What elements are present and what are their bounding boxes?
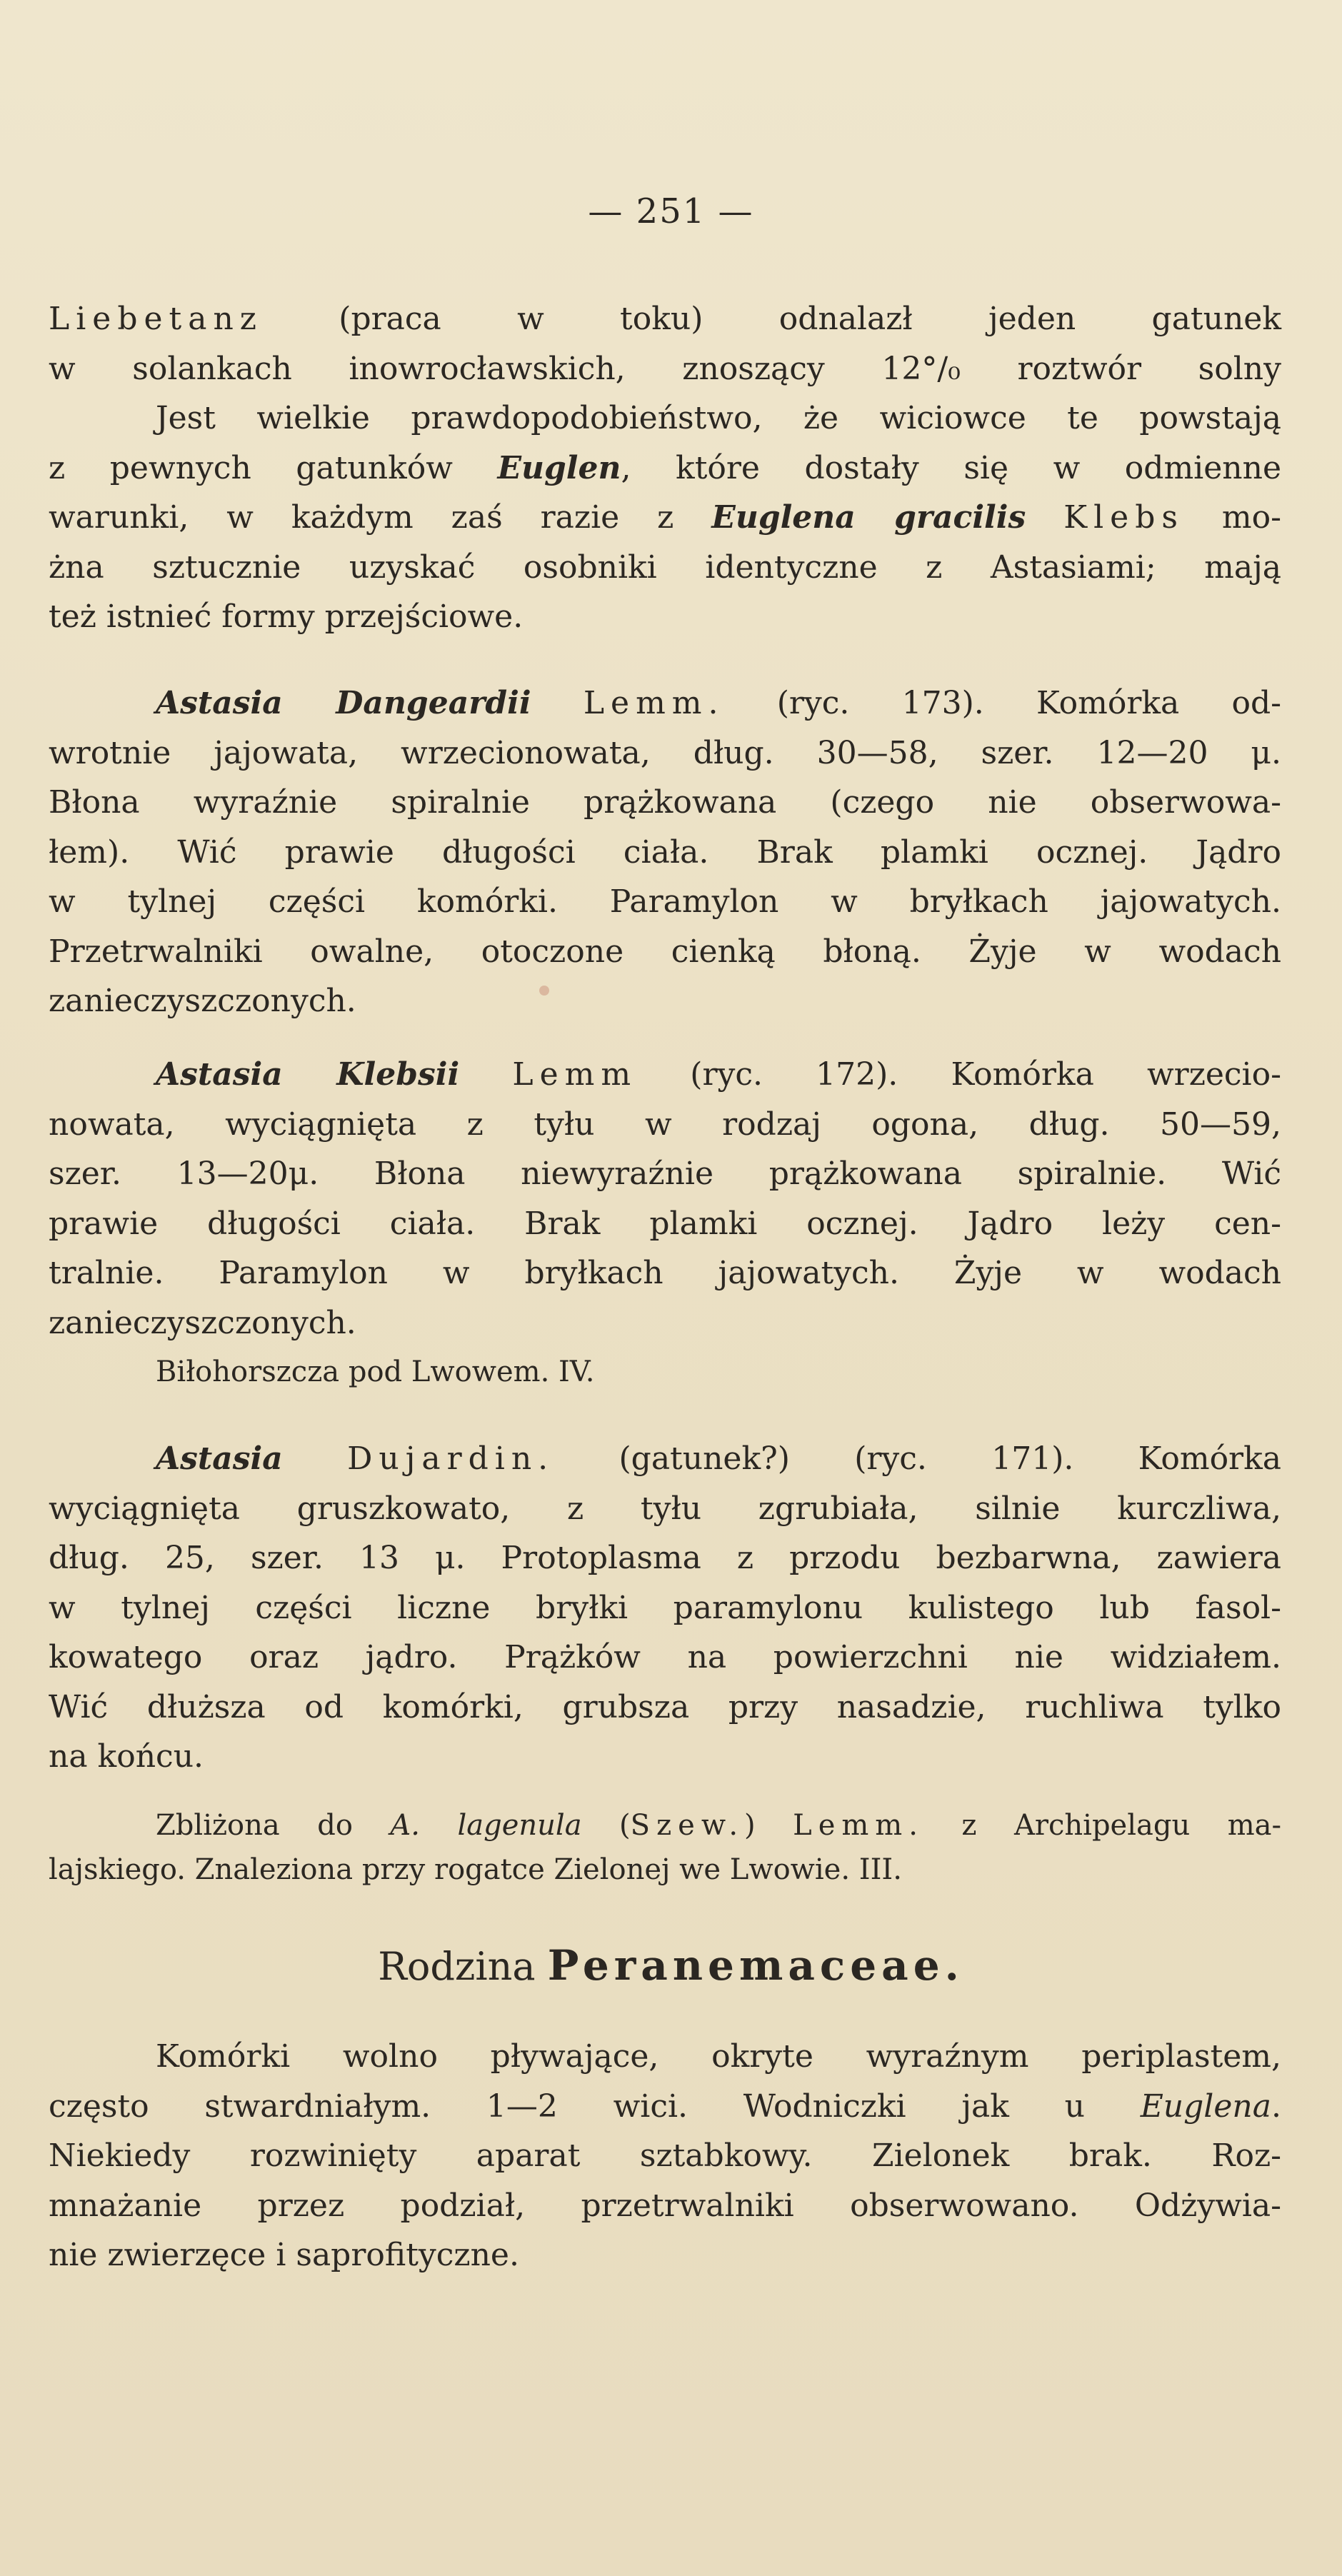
taxon-name: Astasia Klebsii — [156, 1056, 460, 1093]
text-line: żna sztucznie uzyskać osobniki identyczne z Astasiami; mają — [49, 548, 1281, 586]
text-line: w solankach inowrocławskich, znoszący 12°/₀ roztwór solny — [49, 350, 1281, 387]
text-line: Jest wielkie prawdopodobieństwo, że wiciowce te powstają — [156, 400, 1281, 436]
text-line: zanieczyszczonych. — [49, 983, 356, 1019]
author-name: Lemm. — [583, 685, 725, 721]
text-line: też istnieć formy przejściowe. — [49, 598, 524, 635]
text-line: Komórki wolno pływające, okryte wyraźnym periplastem, — [156, 2038, 1281, 2075]
taxon-name: A. lagenula — [390, 1809, 582, 1842]
text-line: tralnie. Paramylon w bryłkach jajowatych. Żyje w wodach — [49, 1255, 1281, 1291]
paragraph-liebetanz — [49, 294, 1281, 642]
text-line: Astasia Klebsii Lemm (ryc. 172). Komórka wrzecio- — [156, 1056, 1281, 1093]
text-line: na końcu. — [49, 1738, 204, 1775]
text-line: łem). Wić prawie długości ciała. Brak plamki ocznej. Jądro — [49, 833, 1281, 871]
text-line: Niekiedy rozwinięty aparat sztabkowy. Zielonek brak. Roz- — [49, 2138, 1281, 2174]
text-line: prawie długości ciała. Brak plamki ocznej. Jądro leży cen- — [49, 1205, 1281, 1242]
text-line: często stwardniałym. 1—2 wici. Wodniczki jak u Euglena. — [49, 2088, 1281, 2125]
text-line: lajskiego. Znaleziona przy rogatce Zielonej we Lwowie. III. — [49, 1853, 902, 1886]
author-name: Lemm — [512, 1056, 638, 1093]
author-name: Liebetanz — [49, 301, 263, 337]
author-name: Lemm. — [793, 1809, 924, 1842]
paragraph-astasia-klebsii — [49, 1050, 1281, 1398]
text-line: szer. 13—20μ. Błona niewyraźnie prążkowana spiralnie. Wić — [49, 1156, 1281, 1192]
text-line: Przetrwalniki owalne, otoczone cienką błoną. Żyje w wodach — [49, 933, 1281, 970]
text-line: Astasia Dangeardii Lemm. (ryc. 173). Komórka od- — [156, 685, 1281, 721]
paragraph-astasia-dujardin — [49, 1434, 1281, 1782]
section-heading: Rodzina Peranemaceae. — [378, 1941, 964, 1990]
text-line: wyciągnięta gruszkowato, z tyłu zgrubiała, silnie kurczliwa, — [49, 1490, 1281, 1527]
text-line: w tylnej części liczne bryłki paramylonu kulistego lub fasol- — [49, 1589, 1281, 1626]
text-line: z pewnych gatunków Euglen, które dostały się w odmienne — [49, 449, 1282, 486]
text-line: nowata, wyciągnięta z tyłu w rodzaj ogona, dług. 50—59, — [49, 1106, 1281, 1143]
taxon-name: Euglena — [1140, 2088, 1271, 2125]
paragraph-peranemaceae — [49, 2032, 1281, 2280]
text-line: Astasia Dujardin. (gatunek?) (ryc. 171). Komórka — [156, 1440, 1281, 1477]
taxon-name: Euglena gracilis — [711, 499, 1026, 536]
paragraph-astasia-dangeardii — [49, 678, 1281, 1026]
locality-line: Biłohorszcza pod Lwowem. IV. — [156, 1355, 595, 1388]
text-line: zanieczyszczonych. — [49, 1304, 356, 1341]
text-line: wrotnie jajowata, wrzecionowata, dług. 30—58, szer. 12—20 μ. — [49, 734, 1281, 771]
author-name: Klebs — [1063, 499, 1184, 536]
text-line: kowatego oraz jądro. Prążków na powierzchni nie widziałem. — [49, 1639, 1281, 1675]
text-line: Liebetanz (praca w toku) odnalazł jeden gatunek — [49, 301, 1281, 337]
text-line: nie zwierzęce i saprofityczne. — [49, 2237, 519, 2273]
taxon-name: Astasia Dangeardii — [156, 685, 531, 721]
text-line: dług. 25, szer. 13 μ. Protoplasma z przodu bezbarwna, zawiera — [49, 1540, 1281, 1576]
paper-smudge — [539, 986, 549, 996]
text-line: Wić dłuższa od komórki, grubsza przy nasadzie, ruchliwa tylko — [49, 1688, 1281, 1725]
author-name: Szew. — [630, 1809, 745, 1842]
taxon-name: Euglen — [497, 449, 621, 486]
text-line: mnażanie przez podział, przetrwalniki obserwowano. Odżywia- — [49, 2187, 1281, 2224]
text-line: warunki, w każdym zaś razie z Euglena gracilis Klebs mo- — [49, 499, 1282, 536]
text-line: w tylnej części komórki. Paramylon w bryłkach jajowatych. — [49, 883, 1281, 920]
paragraph-note-lagenula — [49, 1803, 1281, 1892]
author-name: Dujardin. — [347, 1440, 555, 1477]
taxon-name: Astasia — [156, 1440, 283, 1477]
page-number: — 251 — — [588, 191, 754, 231]
text-line: Zbliżona do A. lagenula (Szew.) Lemm. z Archipelagu ma- — [156, 1809, 1281, 1842]
text-line: Błona wyraźnie spiralnie prążkowana (czego nie obserwowa- — [49, 784, 1281, 821]
family-name: Peranemaceae. — [547, 1941, 964, 1990]
